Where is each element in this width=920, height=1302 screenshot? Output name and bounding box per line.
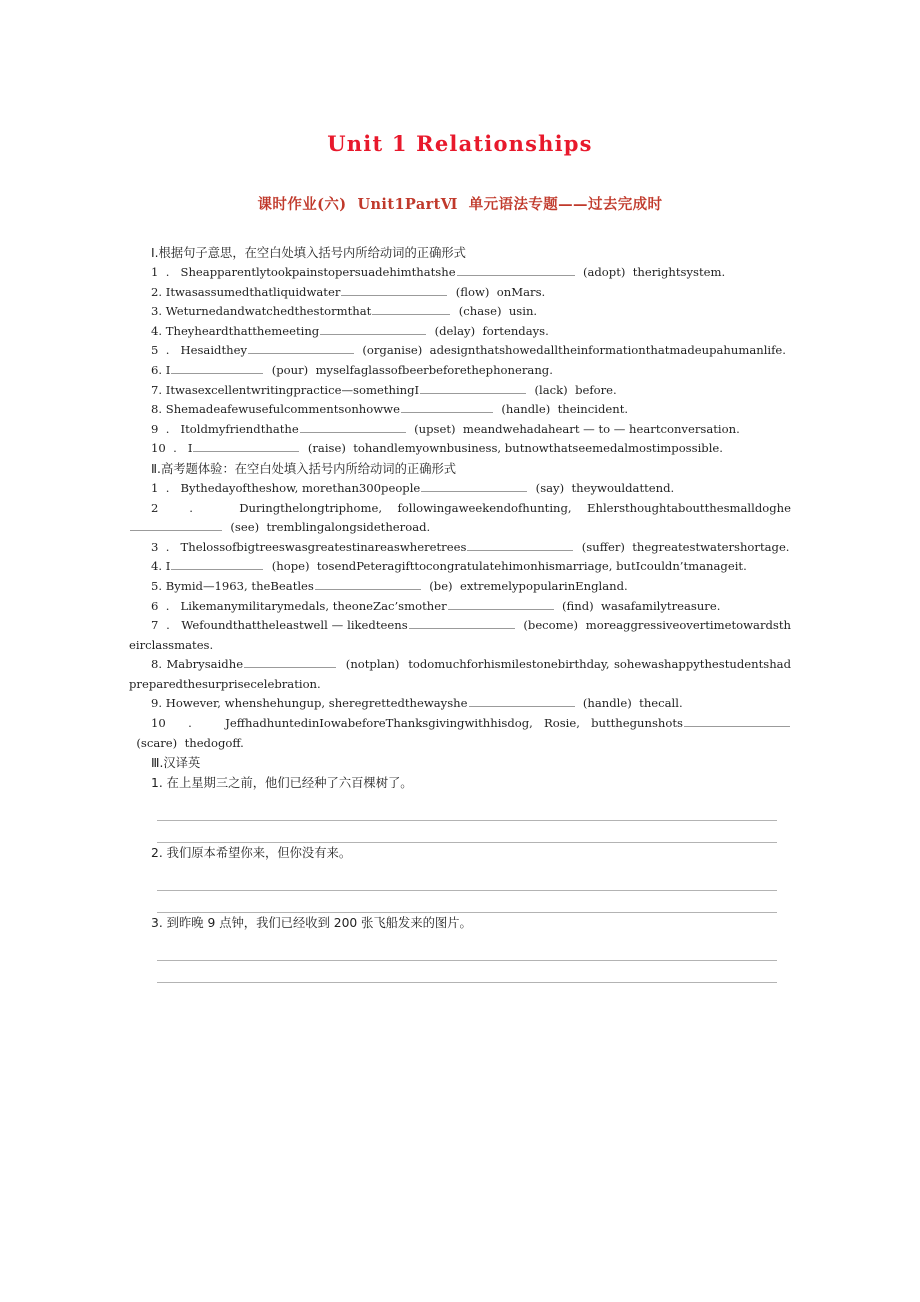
item-number: 3. (151, 916, 163, 931)
answer-blank[interactable] (469, 695, 575, 707)
exercise-item (129, 577, 791, 597)
verb-hint: (lack) (534, 382, 568, 397)
verb-hint: (say) (535, 480, 565, 495)
answer-blank[interactable] (457, 264, 575, 276)
item-stem: Itoldmyfriendthathe (180, 421, 299, 436)
item-tail: adesignthatshowedalltheinformationthatmadeupahumanlife. (429, 343, 786, 358)
exercise-item: 6 . Likemanymilitarymedals, theoneZac’smother (find) wasafamilytreasure. (151, 598, 721, 613)
item-number: 10 (151, 716, 166, 731)
item-number: 6 (151, 598, 159, 613)
question-text: 到昨晚 9 点钟，我们已经收到 200 张飞船发来的图片。 (166, 916, 472, 931)
exercise-item (129, 557, 791, 577)
verb-hint: (organise) (362, 343, 423, 358)
item-number: 4. (151, 323, 163, 338)
verb-hint: (see) (230, 520, 260, 535)
item-number: 7. (151, 382, 163, 397)
exercise-item: 5 . Hesaidthey (organise) adesignthatshowedalltheinformationthatmadeupahumanlife. (151, 343, 786, 358)
section-heading: Ⅱ.高考题体验：在空白处填入括号内所给动词的正确形式 (151, 461, 457, 476)
item-stem: Likemanymilitarymedals, theoneZac’smother (180, 598, 447, 613)
verb-hint: (chase) (458, 304, 502, 319)
item-number: 6. (151, 362, 163, 377)
section-heading: Ⅰ.根据句子意思，在空白处填入括号内所给动词的正确形式 (151, 246, 466, 260)
item-number: 3. (151, 304, 163, 319)
item-number: 1 (151, 480, 159, 495)
item-stem: Thelossofbigtreeswasgreatestinareaswheretrees (180, 539, 467, 554)
verb-hint: (find) (562, 598, 594, 613)
exercise-item: 10 . JeffhadhuntedinIowabeforeThanksgivingwithhisdog, Rosie, butthegunshots (scare) thedogoff. (129, 714, 791, 753)
answer-rule[interactable] (157, 982, 777, 983)
item-number: 8. (151, 402, 163, 417)
item-stem: Bythedayoftheshow, morethan300people (180, 480, 421, 495)
question-text: 在上星期三之前，他们已经种了六百棵树了。 (166, 776, 413, 791)
verb-hint: (handle) (582, 696, 632, 711)
item-tail: therightsystem. (632, 265, 726, 279)
item-number: 4. (151, 559, 163, 574)
answer-blank[interactable] (467, 539, 573, 551)
verb-hint: (pour) (271, 362, 309, 377)
answer-blank[interactable] (684, 715, 790, 727)
item-stem: Weturnedandwatchedthestormthat (165, 304, 372, 319)
item-number: 2 (151, 500, 159, 515)
answer-blank[interactable] (171, 362, 263, 374)
item-tail: thegreatestwatershortage. (632, 539, 790, 554)
answer-blank[interactable] (401, 401, 493, 413)
answer-blank[interactable] (300, 421, 406, 433)
translation-question (129, 843, 791, 863)
verb-hint: (become) (523, 618, 579, 633)
item-tail: thecall. (639, 696, 683, 711)
question-text: 我们原本希望你来，但你没有来。 (166, 846, 352, 861)
item-stem: Bymid—1963, theBeatles (165, 578, 314, 593)
item-tail: todomuchforhismilestonebirthday, sohewashappythestudentshadpreparedthesurprisecelebration. (129, 657, 792, 691)
item-tail: myselfaglassofbeerbeforethephonerang. (315, 362, 553, 377)
item-tail: tosendPeteragifttocongratulatehimonhismarriage, butIcouldn’tmanageit. (316, 559, 747, 574)
verb-hint: (raise) (307, 441, 346, 456)
item-stem: Wefoundthattheleastwell — likedteens (181, 618, 408, 633)
item-tail: extremelypopularinEngland. (459, 578, 628, 593)
verb-hint: (handle) (501, 402, 551, 417)
answer-blank[interactable] (409, 617, 515, 629)
item-number: 5 (151, 343, 159, 358)
exercise-item (129, 283, 791, 303)
item-tail: theincident. (557, 402, 629, 417)
item-tail: thedogoff. (184, 735, 244, 750)
item-number: 5. (151, 578, 163, 593)
answer-blank[interactable] (315, 578, 421, 590)
item-tail: usin. (508, 304, 538, 319)
item-stem: JeffhadhuntedinIowabeforeThanksgivingwithhisdog, Rosie, butthegunshots (225, 716, 683, 731)
item-tail: theywouldattend. (571, 480, 675, 495)
item-stem: Theyheardthatthemeeting (165, 323, 320, 338)
item-stem: However, whenshehungup, sheregrettedthewayshe (165, 696, 468, 711)
answer-blank[interactable] (420, 382, 526, 394)
answer-blank[interactable] (421, 480, 527, 492)
item-tail: before. (575, 382, 617, 397)
page-title: Unit 1 Relationships (327, 131, 593, 156)
item-stem: Mabrysaidhe (166, 657, 244, 672)
verb-hint: (suffer) (581, 539, 625, 554)
item-stem: I (165, 559, 171, 574)
exercise-item: 3 . Thelossofbigtreeswasgreatestinareaswheretrees (suffer) thegreatestwatershortage. (151, 539, 790, 554)
exercise-item: 1 . Sheapparentlytookpainstopersuadehimthatshe (adopt) therightsystem. (151, 265, 726, 279)
verb-hint: (be) (429, 578, 453, 593)
answer-lines[interactable] (129, 863, 791, 913)
item-stem: I (187, 441, 193, 456)
worksheet-body (129, 243, 791, 983)
item-stem: I (165, 362, 171, 377)
exercise-item: 2 . Duringthelongtriphome, followingaweekendofhunting, Ehlersthoughtaboutthesmalldoghe (see) tremblingalongsidetheroad. (129, 499, 791, 538)
item-stem: Sheapparentlytookpainstopersuadehimthatshe (180, 265, 456, 279)
translation-question (129, 913, 791, 933)
answer-blank[interactable] (130, 519, 222, 531)
answer-blank[interactable] (244, 656, 336, 668)
answer-blank[interactable] (448, 598, 554, 610)
item-number: 8. (151, 657, 163, 672)
exercise-item (129, 322, 791, 342)
item-tail: fortendays. (482, 323, 549, 338)
item-tail: tremblingalongsidetheroad. (266, 520, 431, 535)
answer-blank[interactable] (193, 440, 299, 452)
exercise-item: 1 . Bythedayoftheshow, morethan300people (say) theywouldattend. (151, 480, 675, 495)
item-number: 2. (151, 284, 163, 299)
answer-blank[interactable] (341, 284, 447, 296)
exercise-item (129, 381, 791, 401)
assignment-subtitle: 课时作业(六) Unit1PartⅥ 单元语法专题——过去完成时 (257, 196, 663, 213)
exercise-item (129, 655, 791, 694)
exercise-item (129, 694, 791, 714)
verb-hint: (scare) (136, 735, 178, 750)
verb-hint: (delay) (434, 323, 476, 338)
item-stem: Duringthelongtriphome, followingaweekendofhunting, Ehlersthoughtaboutthesmalldoghe (239, 500, 791, 515)
exercise-item: 9 . Itoldmyfriendthathe (upset) meandwehadaheart — to — heartconversation. (151, 421, 740, 436)
item-number: 7 (151, 618, 159, 633)
verb-hint: (adopt) (582, 265, 626, 279)
section-heading: Ⅲ.汉译英 (151, 756, 201, 771)
item-number: 1 (151, 265, 159, 279)
answer-blank[interactable] (248, 342, 354, 354)
item-stem: Itwasassumedthatliquidwater (165, 284, 341, 299)
item-tail: tohandlemyownbusiness, butnowthatseemedalmostimpossible. (353, 441, 723, 456)
item-number: 10 (151, 441, 166, 456)
answer-blank[interactable] (320, 323, 426, 335)
exercise-item: 10 . I (raise) tohandlemyownbusiness, butnowthatseemedalmostimpossible. (151, 441, 723, 456)
item-tail: meandwehadaheart — to — heartconversation. (462, 421, 740, 436)
item-number: 2. (151, 846, 163, 861)
translation-question (129, 773, 791, 793)
exercise-item (129, 361, 791, 381)
verb-hint: (hope) (271, 559, 310, 574)
exercise-item: 7 . Wefoundthattheleastwell — likedteens (become) moreaggressiveovertimetowardstheirclassmates. (129, 618, 791, 652)
item-tail: wasafamilytreasure. (601, 598, 721, 613)
item-tail: onMars. (496, 284, 546, 299)
answer-lines[interactable] (129, 793, 791, 843)
item-number: 1. (151, 776, 163, 791)
item-stem: Hesaidthey (180, 343, 248, 358)
verb-hint: (flow) (455, 284, 490, 299)
answer-lines[interactable] (129, 933, 791, 983)
item-stem: Itwasexcellentwritingpractice—somethingI (165, 382, 420, 397)
item-stem: Shemadeafewusefulcommentsonhowwe (165, 402, 400, 417)
item-tail: moreaggressiveovertimetowardstheirclassmates. (129, 618, 791, 652)
answer-blank[interactable] (171, 558, 263, 570)
verb-hint: (notplan) (345, 657, 400, 672)
item-number: 9. (151, 696, 163, 711)
exercise-item (129, 400, 791, 420)
item-number: 3 (151, 539, 159, 554)
exercise-item (129, 302, 791, 322)
item-number: 9 (151, 421, 159, 436)
verb-hint: (upset) (414, 421, 456, 436)
answer-blank[interactable] (372, 303, 450, 315)
